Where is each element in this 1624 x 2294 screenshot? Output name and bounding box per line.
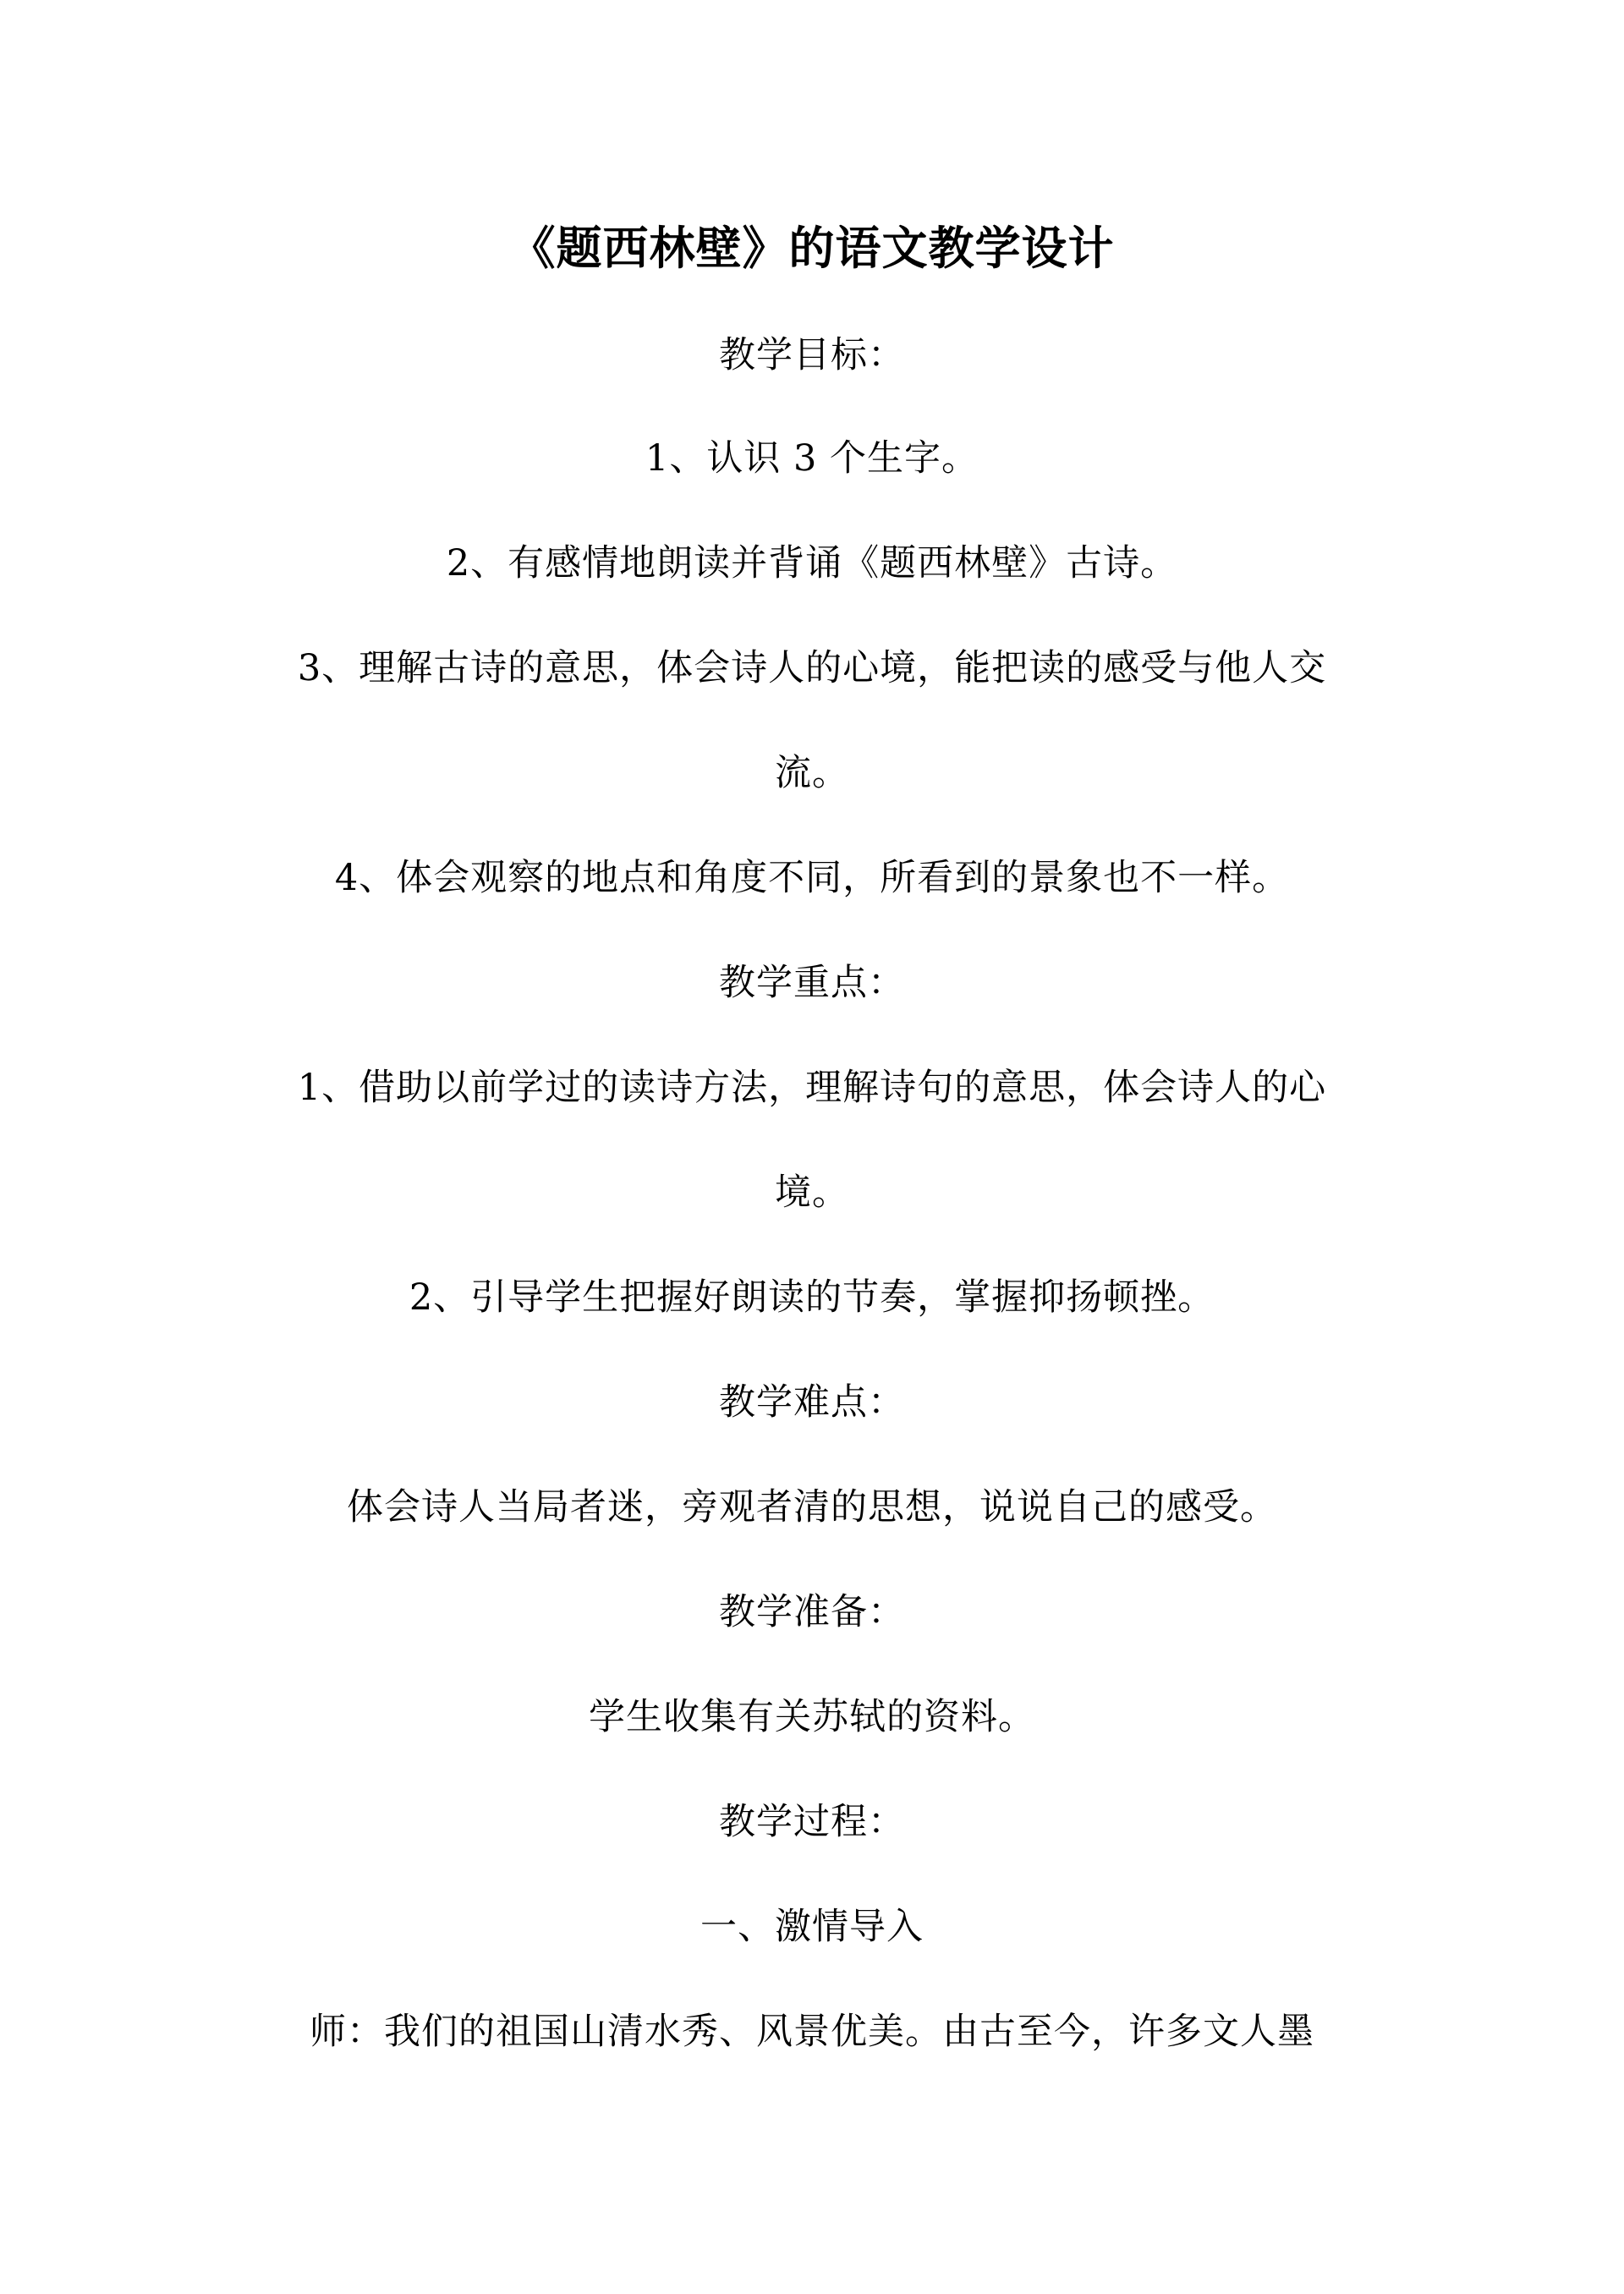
objective-item-1: 1、认识 3 个生字。	[645, 437, 979, 480]
section-heading-preparation: 教学准备：	[719, 1591, 905, 1633]
section-heading-difficulties: 教学难点：	[719, 1381, 905, 1424]
section-heading-process: 教学过程：	[719, 1801, 905, 1843]
process-paragraph-line: 师：我们的祖国山清水秀、风景优美。由古至今，许多文人墨	[310, 2011, 1314, 2053]
key-point-item-2: 2、引导学生把握好朗读的节奏，掌握抑扬顿挫。	[409, 1276, 1215, 1319]
preparation-text: 学生收集有关苏轼的资料。	[589, 1696, 1035, 1738]
document-title: 《题西林壁》的语文教学设计	[509, 221, 1115, 275]
key-point-item-1: 1、借助以前学过的读诗方法，理解诗句的意思，体会诗人的心	[297, 1067, 1327, 1109]
key-point-item-1-continued: 境。	[775, 1172, 849, 1214]
section-heading-key-points: 教学重点：	[719, 962, 905, 1004]
process-step-heading: 一、激情导入	[700, 1906, 924, 1948]
objective-item-2: 2、有感情地朗读并背诵《题西林壁》古诗。	[446, 542, 1178, 584]
objective-item-4: 4、体会观察的地点和角度不同，所看到的景象也不一样。	[334, 857, 1290, 899]
difficulty-text: 体会诗人当局者迷，旁观者清的思想，说说自己的感受。	[347, 1486, 1277, 1528]
objective-item-3: 3、理解古诗的意思，体会诗人的心境，能把读的感受与他人交	[297, 647, 1327, 689]
objective-item-3-continued: 流。	[775, 752, 849, 794]
section-heading-objectives: 教学目标：	[719, 334, 905, 376]
